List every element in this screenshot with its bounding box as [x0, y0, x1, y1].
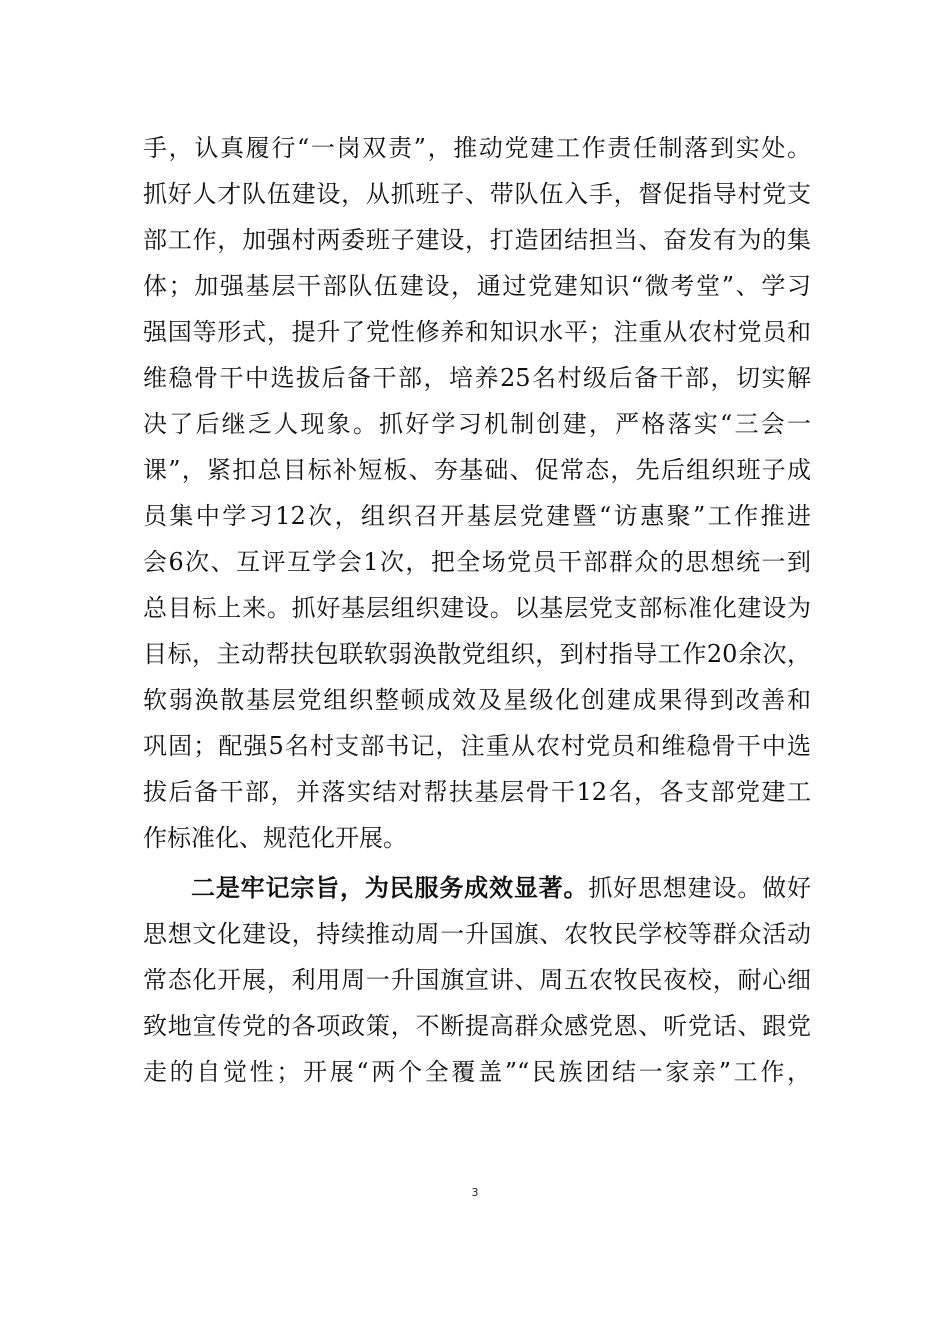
text-line: 总目标上来。抓好基层组织建设。以基层党支部标准化建设为: [143, 594, 811, 622]
text-line: 决了后继乏人现象。抓好学习机制创建，严格落实“三会一: [143, 410, 811, 438]
text-line: 员集中学习12次，组织召开基层党建暨“访惠聚”工作推进: [143, 502, 811, 530]
page-number: 3: [471, 1186, 479, 1199]
paragraph-heading: 二是牢记宗旨，为民服务成效显著。: [191, 873, 589, 902]
text-line: 致地宣传党的各项政策，不断提高群众感党恩、听党话、跟党: [143, 1012, 811, 1040]
text-line: 软弱涣散基层党组织整顿成效及星级化创建成果得到改善和: [143, 686, 811, 714]
text-line: 思想文化建设，持续推动周一升国旗、农牧民学校等群众活动: [143, 920, 811, 948]
text-line: 作标准化、规范化开展。: [143, 824, 407, 852]
text-line: 部工作，加强村两委班子建设，打造团结担当、奋发有为的集: [143, 226, 811, 254]
text-line: 抓好人才队伍建设，从抓班子、带队伍入手，督促指导村党支: [143, 180, 811, 208]
paragraph-text: 抓好思想建设。做好: [588, 874, 812, 902]
text-line: 目标，主动帮扶包联软弱涣散党组织，到村指导工作20余次，: [143, 640, 811, 668]
text-line: 拔后备干部，并落实结对帮扶基层骨干12名，各支部党建工: [143, 778, 811, 806]
text-line: 课”，紧扣总目标补短板、夯基础、促常态，先后组织班子成: [143, 456, 811, 484]
text-line: [191, 866, 811, 910]
text-line: 常态化开展，利用周一升国旗宣讲、周五农牧民夜校，耐心细: [143, 966, 811, 994]
text-line: 会6次、互评互学会1次，把全场党员干部群众的思想统一到: [143, 548, 811, 576]
text-line: 走的自觉性；开展“两个全覆盖”“民族团结一家亲”工作，: [143, 1058, 811, 1086]
text-line: 维稳骨干中选拔后备干部，培养25名村级后备干部，切实解: [143, 364, 811, 392]
text-line: 巩固；配强5名村支部书记，注重从农村党员和维稳骨干中选: [143, 732, 811, 760]
text-line: 体；加强基层干部队伍建设，通过党建知识“微考堂”、学习: [143, 272, 811, 300]
text-line: 手，认真履行“一岗双责”，推动党建工作责任制落到实处。: [143, 134, 811, 162]
text-line: 强国等形式，提升了党性修养和知识水平；注重从农村党员和: [143, 318, 811, 346]
